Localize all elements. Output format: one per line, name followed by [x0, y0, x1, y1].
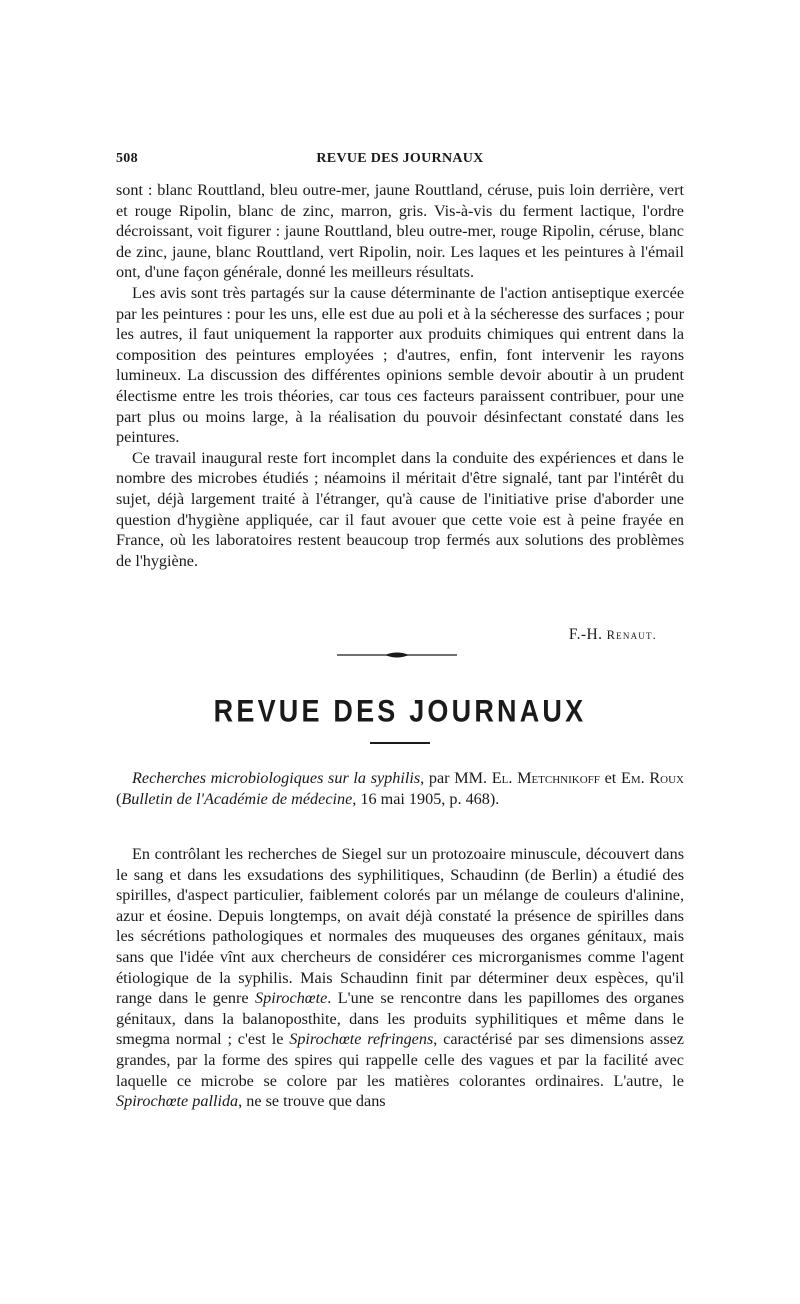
paragraph-2: Les avis sont très partagés sur la cause déterminante de l'action antiseptique exercée par les peintures : pour les uns, elle est due au poli et à la sécheresse des surfaces ; pour les autres, il faut uniquement la rapporter aux produits chimiques qui entrent dans la composition des peintures employées ; d'autres, enfin, font intervenir les rayons lumineux. La discussion des différentes opinions semble devoir aboutir à un prudent électisme entre les trois théories, car tous ces facteurs paraissent contribuer, pour une part plus ou moins large, à la réalisation du pouvoir désinfectant constaté dans les peintures.: [116, 283, 684, 447]
article-continuation: [116, 180, 684, 571]
signature-initials: F.-H.: [568, 626, 607, 643]
section-title: REVUE DES JOURNAUX: [213, 693, 587, 729]
article-reference: [116, 768, 684, 809]
reference-journal: Bulletin de l'Académie de médecine,: [121, 789, 357, 808]
paragraph-3: Ce travail inaugural reste fort incomplet dans la conduite des expériences et dans le nombre des microbes étudiés ; néamoins il méritait d'être signalé, tant par l'intérêt du sujet, déjà largement traité à l'étranger, qu'à cause de l'initiative prise d'aborder une question d'hygiène appliquée, car il faut avouer que cette voie est à peine frayée en France, où les laboratoires restent beaucoup trop fermés aux solutions des problèmes de l'hygiène.: [116, 448, 684, 570]
body-part-b: . L'une se rencontre dans les papillomes des organes génitaux, dans la balanoposthite, dans les produits syphilitiques et même dans le smegma normal ; c'est le: [116, 989, 685, 1049]
reference-by: , par MM.: [420, 769, 492, 787]
reference-details: 16 mai 1905, p. 468).: [356, 789, 500, 808]
reference-and: et: [599, 769, 621, 787]
species-refringens: Spirochœte refringens: [289, 1030, 434, 1049]
species-pallida: Spirochœte pallida: [116, 1092, 239, 1111]
page-number: 508: [116, 151, 138, 166]
body-part-d: , ne se trouve que dans: [238, 1092, 386, 1111]
genus-name: Spirochœte: [255, 989, 328, 1008]
signature-name: Renaut.: [606, 628, 657, 642]
reference-open: (: [116, 789, 122, 808]
title-rule: [370, 742, 430, 744]
fleuron-divider: [337, 648, 457, 662]
author-signature: [116, 626, 657, 644]
reference-author-2: Em. Roux: [620, 769, 684, 787]
body-part-c: , caractérisé par ses dimensions assez grandes, par la forme des spires qui rappelle celle des vagues et par la facilité avec laquelle ce microbe se colore par les matières colorantes ordinaires. L'autre, le: [116, 1030, 684, 1090]
reference-title: Recherches microbiologiques sur la syphilis: [132, 769, 421, 787]
running-title: REVUE DES JOURNAUX: [316, 151, 484, 166]
reference-author-1: El. Metchnikoff: [491, 769, 600, 787]
paragraph-1: sont : blanc Routtland, bleu outre-mer, jaune Routtland, céruse, puis loin derrière, vert et rouge Ripolin, blanc de zinc, marron, gris. Vis-à-vis du ferment lactique, l'ordre décroissant, voit figurer : jaune Routtland, bleu outre-mer, rouge Ripolin, céruse, blanc de zinc, jaune, blanc Routtland, vert Ripolin, noir. Les laques et les peintures à l'émail ont, d'une façon générale, donné les meilleurs résultats.: [116, 181, 684, 282]
article-body: [116, 844, 684, 1112]
body-part-a: En contrôlant les recherches de Siegel sur un protozoaire minuscule, découvert dans le sang et dans les exsudations des syphilitiques, Schaudinn (de Berlin) a étudié des spirilles, d'aspect particulier, faiblement colorés par un mélange de couleurs d'alinine, azur et éosine. Depuis longtemps, on avait déjà constaté la présence de spirilles dans les sécrétions pathologiques et normales des muqueuses des organes génitaux, mais sans que l'idée vînt aux chercheurs de considérer ces microrganismes comme l'agent étiologique de la syphilis. Mais Schaudinn finit par déterminer deux espèces, qu'il range dans le genre: [116, 845, 684, 1008]
